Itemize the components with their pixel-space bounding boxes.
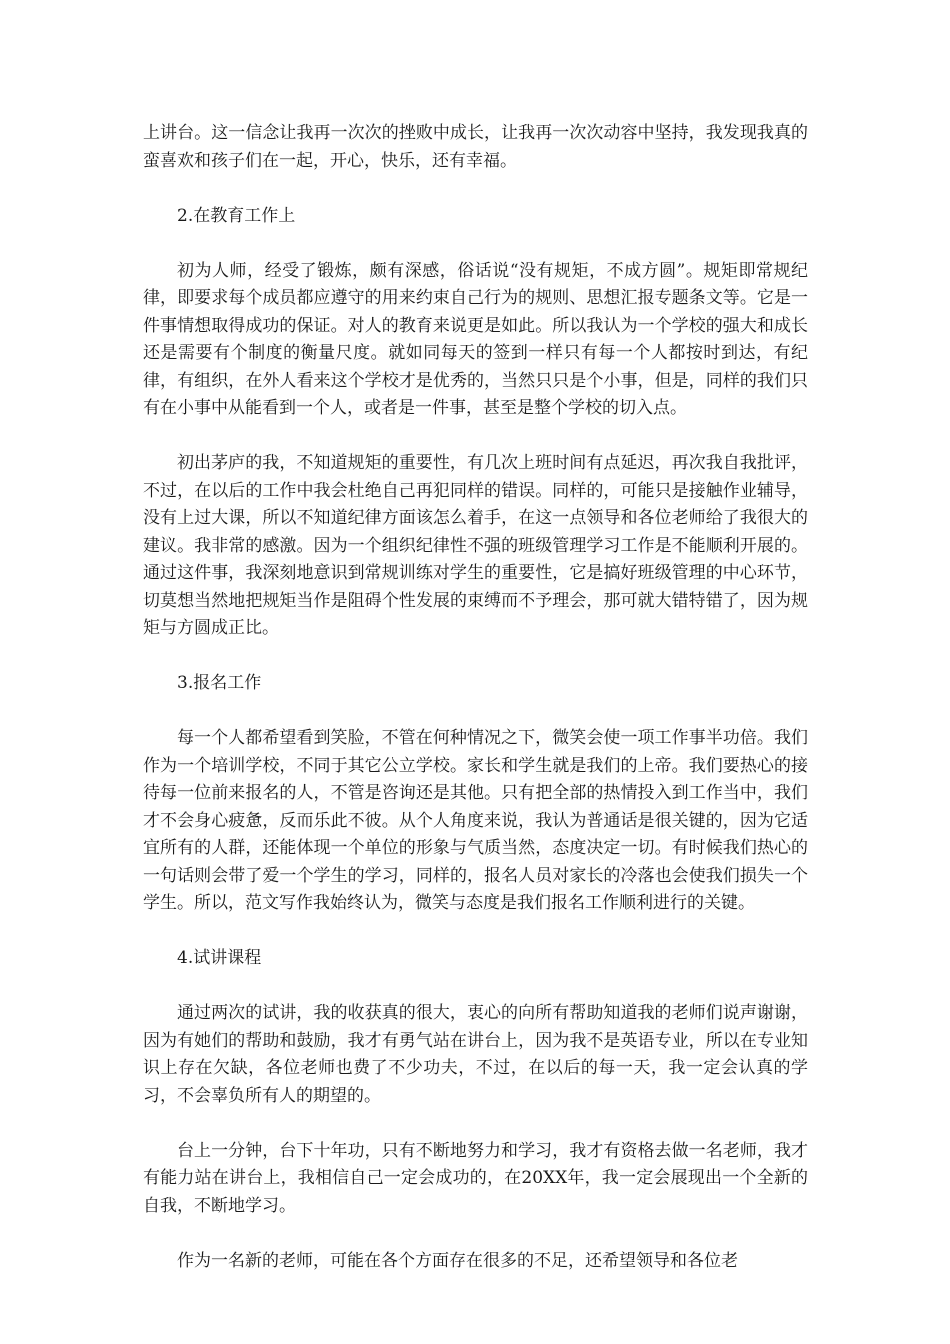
paragraph-continuation: 上讲台。这一信念让我再一次次的挫败中成长，让我再一次次动容中坚持，我发现我真的蛮喜欢和孩子们在一起，开心，快乐，还有幸福。 [143,123,808,171]
section-heading-registration: 3.报名工作 [177,673,262,693]
section-heading-trial-lecture: 4.试讲课程 [177,948,262,968]
paragraph-smile: 每一个人都希望看到笑脸，不管在何种情况之下，微笑会使一项工作事半功倍。我们作为一个培训学校，不同于其它公立学校。家长和学生就是我们的上帝。我们要热心的接待每一位前来报名的人，不管是咨询还是其他。只有把全部的热情投入到工作当中，我们才不会身心疲惫，反而乐此不彼。从个人角度来说，我认为普通话是很关键的，因为它适宜所有的人群，还能体现一个单位的形象与气质当然，态度决定一切。有时候我们热心的一句话则会带了爱一个学生的学习，同样的，报名人员对家长的冷落也会使我们损失一个学生。所以，范文写作我始终认为，微笑与态度是我们报名工作顺利进行的关键。 [143,728,808,913]
paragraph-effort: 台上一分钟，台下十年功，只有不断地努力和学习，我才有资格去做一名老师，我才有能力站在讲台上，我相信自己一定会成功的，在20XX年，我一定会展现出一个全新的自我，不断地学习。 [143,1140,808,1216]
paragraph-trial-lecture: 通过两次的试讲，我的收获真的很大，衷心的向所有帮助知道我的老师们说声谢谢，因为有她们的帮助和鼓励，我才有勇气站在讲台上，因为我不是英语专业，所以在专业知识上存在欠缺，各位老师也费了不少功夫，不过，在以后的每一天，我一定会认真的学习，不会辜负所有人的期望的。 [143,1003,808,1106]
paragraph-closing: 作为一名新的老师，可能在各个方面存在很多的不足，还希望领导和各位老 [177,1250,738,1271]
document-body [143,120,808,1303]
section-heading-education-work: 2.在教育工作上 [177,205,296,226]
paragraph-newcomer: 初出茅庐的我，不知道规矩的重要性，有几次上班时间有点延迟，再次我自我批评，不过，在以后的工作中我会杜绝自己再犯同样的错误。同样的，可能只是接触作业辅导，没有上过大课，所以不知道纪律方面该怎么着手，在这一点领导和各位老师给了我很大的建议。我非常的感激。因为一个组织纪律性不强的班级管理学习工作是不能顺利开展的。通过这件事，我深刻地意识到常规训练对学生的重要性，它是搞好班级管理的中心环节，切莫想当然地把规矩当作是阻碍个性发展的束缚而不予理会，那可就大错特错了，因为规矩与方圆成正比。 [143,453,808,638]
paragraph-rules: 初为人师，经受了锻炼，颇有深感，俗话说“没有规矩，不成方圆”。规矩即常规纪律，即要求每个成员都应遵守的用来约束自己行为的规则、思想汇报专题条文等。它是一件事情想取得成功的保证。对人的教育来说更是如此。所以我认为一个学校的强大和成长还是需要有个制度的衡量尺度。就如同每天的签到一样只有每一个人都按时到达，有纪律，有组织，在外人看来这个学校才是优秀的，当然只只是个小事，但是，同样的我们只有在小事中从能看到一个人，或者是一件事，甚至是整个学校的切入点。 [143,260,808,418]
